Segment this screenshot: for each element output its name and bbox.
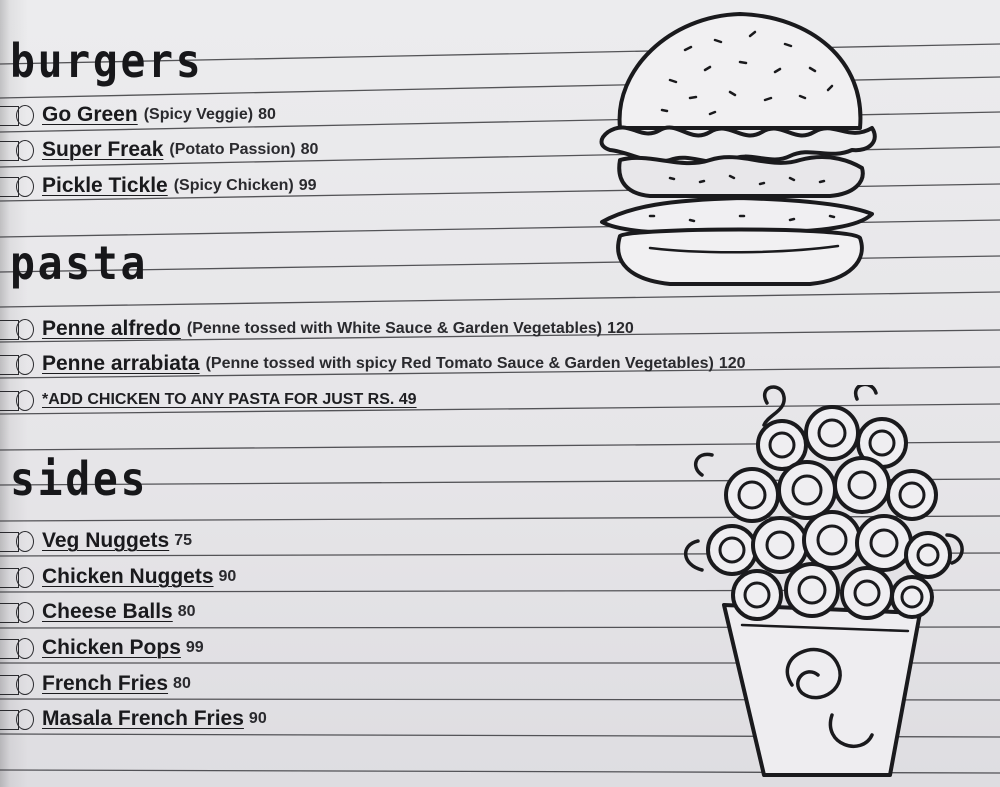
item-name: Penne alfredo [42, 317, 181, 340]
checkbox-icon [0, 672, 34, 696]
menu-note [0, 385, 417, 415]
item-name: Super Freak [42, 138, 164, 161]
item-price: 120 [718, 355, 746, 372]
burger-drawing-icon [590, 10, 890, 295]
menu-item [0, 669, 191, 699]
menu-item [0, 562, 236, 592]
item-price: 80 [300, 141, 319, 158]
checkbox-icon [0, 529, 34, 553]
checkbox-icon [0, 138, 34, 162]
item-name: Masala French Fries [42, 707, 244, 730]
item-desc: (Penne tossed with White Sauce & Garden Vegetables) [186, 320, 603, 337]
section-title-burgers: burgers [10, 34, 204, 88]
item-desc: (Spicy Veggie) [143, 106, 254, 123]
item-name: Cheese Balls [42, 600, 173, 623]
item-price: 90 [248, 710, 267, 727]
item-desc: (Spicy Chicken) [173, 177, 294, 194]
item-name: Pickle Tickle [42, 174, 168, 197]
section-title-sides: sides [10, 452, 149, 506]
menu-item [0, 349, 746, 379]
pasta-note: *ADD CHICKEN TO ANY PASTA FOR JUST RS. 49 [42, 391, 417, 408]
item-price: 80 [177, 603, 196, 620]
item-name: Veg Nuggets [42, 529, 170, 552]
checkbox-icon [0, 103, 34, 127]
menu-item [0, 314, 634, 344]
menu-item [0, 171, 317, 201]
checkbox-icon [0, 636, 34, 660]
menu-item [0, 597, 196, 627]
checkbox-icon [0, 707, 34, 731]
item-name: Penne arrabiata [42, 352, 200, 375]
item-price: 99 [185, 639, 204, 656]
item-price: 80 [258, 106, 276, 123]
item-price: 90 [218, 568, 237, 585]
item-desc: (Potato Passion) [169, 141, 296, 158]
menu-item [0, 704, 267, 734]
checkbox-icon [0, 352, 34, 376]
menu-item [0, 526, 192, 556]
menu-item [0, 135, 318, 165]
item-name: French Fries [42, 672, 169, 695]
checkbox-icon [0, 600, 34, 624]
checkbox-icon [0, 174, 34, 198]
checkbox-icon [0, 317, 34, 341]
menu-item [0, 100, 276, 130]
item-price: 120 [607, 320, 634, 337]
section-title-pasta: pasta [10, 236, 149, 290]
curly-fries-drawing-icon [672, 385, 972, 780]
item-price: 99 [298, 177, 317, 194]
item-name: Chicken Pops [42, 636, 181, 659]
menu-item [0, 633, 204, 663]
item-price: 80 [173, 675, 191, 692]
checkbox-icon [0, 565, 34, 589]
item-name: Chicken Nuggets [42, 565, 214, 588]
checkbox-icon [0, 388, 34, 412]
item-name: Go Green [42, 103, 138, 126]
item-desc: (Penne tossed with spicy Red Tomato Sauce & Garden Vegetables) [205, 355, 714, 372]
item-price: 75 [174, 532, 192, 549]
